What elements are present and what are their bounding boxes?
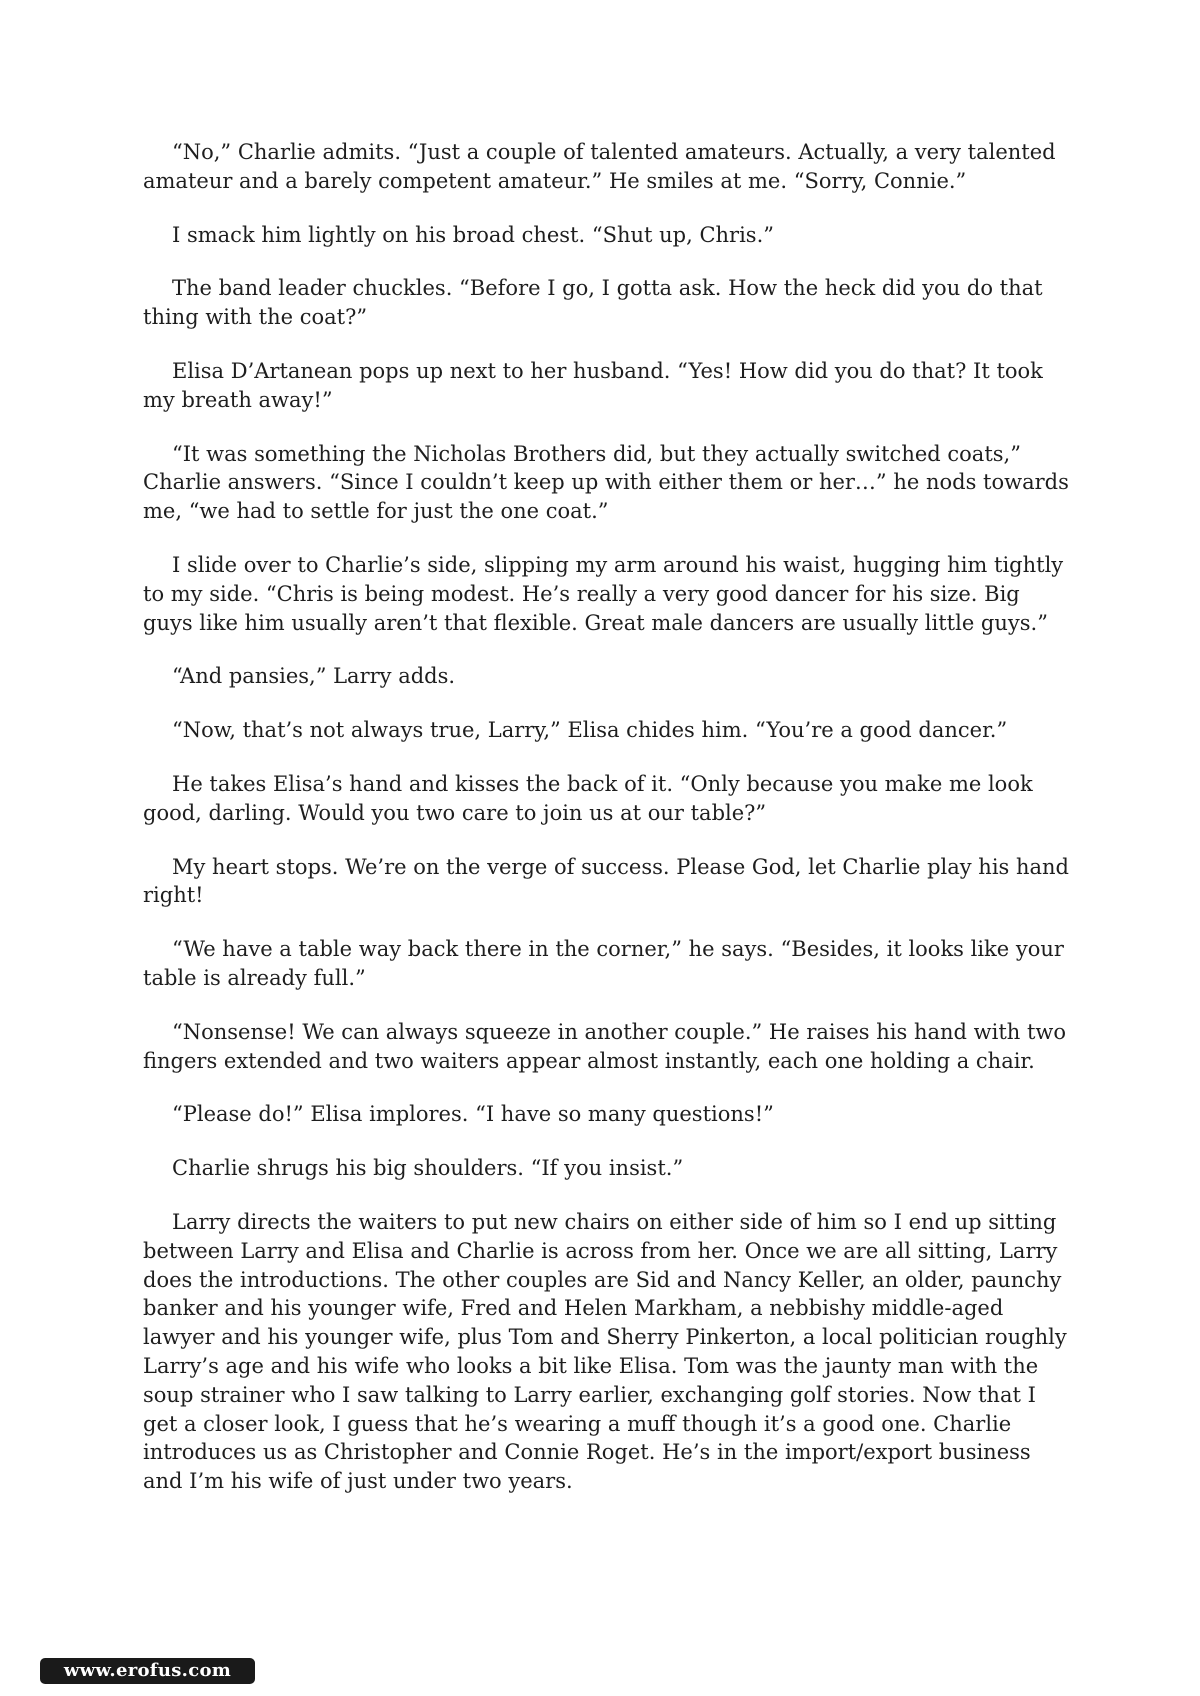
site-watermark: www.erofus.com [40,1658,255,1684]
paragraph-14: Charlie shrugs his big shoulders. “If you insist.” [172,1156,684,1181]
paragraph-10: My heart stops. We’re on the verge of success. Please God, let Charlie play his hand right! [143,854,1070,908]
paragraph-15: Larry directs the waiters to put new chairs on either side of him so I end up sitting between Larry and Elisa and Charlie is across from her. Once we are all sitting, Larry does the introductions. The other couples are Sid and Nancy Keller, an older, paunchy banker and his younger wife, Fred and Helen Markham, a nebbishy middle-aged lawyer and his younger wife, plus Tom and Sherry Pinkerton, a local politician roughly Larry’s age and his wife who looks a bit like Elisa. Tom was the jaunty man with the soup strainer who I saw talking to Larry earlier, exchanging golf stories. Now that I get a closer look, I guess that he’s wearing a muff though it’s a good one. Charlie introduces us as Christopher and Connie Roget. He’s in the import/export business and I’m his wife of just under two years. [143,1209,1067,1494]
paragraph-8: “Now, that’s not always true, Larry,” Elisa chides him. “You’re a good dancer.” [172,718,1008,743]
paragraph-1: “No,” Charlie admits. “Just a couple of talented amateurs. Actually, a very talented amateur and a barely competent amateur.” He smiles at me. “Sorry, Connie.” [143,140,1056,193]
paragraph-3: The band leader chuckles. “Before I go, I gotta ask. How the heck did you do that thing with the coat?” [143,276,1043,330]
paragraph-5: “It was something the Nicholas Brothers did, but they actually switched coats,” Charlie answers. “Since I couldn’t keep up with either them or her…” he nods towards me, “we had to settle for just the one coat.” [143,441,1069,524]
paragraph-13: “Please do!” Elisa implores. “I have so many questions!” [172,1102,774,1127]
paragraph-9: He takes Elisa’s hand and kisses the back of it. “Only because you make me look good, darling. Would you two care to join us at our table?” [143,771,1033,825]
body-text [143,138,1073,1521]
paragraph-11: “We have a table way back there in the corner,” he says. “Besides, it looks like your table is already full.” [143,937,1064,990]
paragraph-12: “Nonsense! We can always squeeze in another couple.” He raises his hand with two fingers extended and two waiters appear almost instantly, each one holding a chair. [143,1019,1067,1073]
paragraph-6: I slide over to Charlie’s side, slipping my arm around his waist, hugging him tightly to my side. “Chris is being modest. He’s really a very good dancer for his size. Big guys like him usually aren’t that flexible. Great male dancers are usually little guys.” [143,552,1064,635]
paragraph-2: I smack him lightly on his broad chest. “Shut up, Chris.” [172,222,774,247]
paragraph-4: Elisa D’Artanean pops up next to her husband. “Yes! How did you do that? It took my breath away!” [143,358,1043,412]
paragraph-7: “And pansies,” Larry adds. [172,664,456,689]
